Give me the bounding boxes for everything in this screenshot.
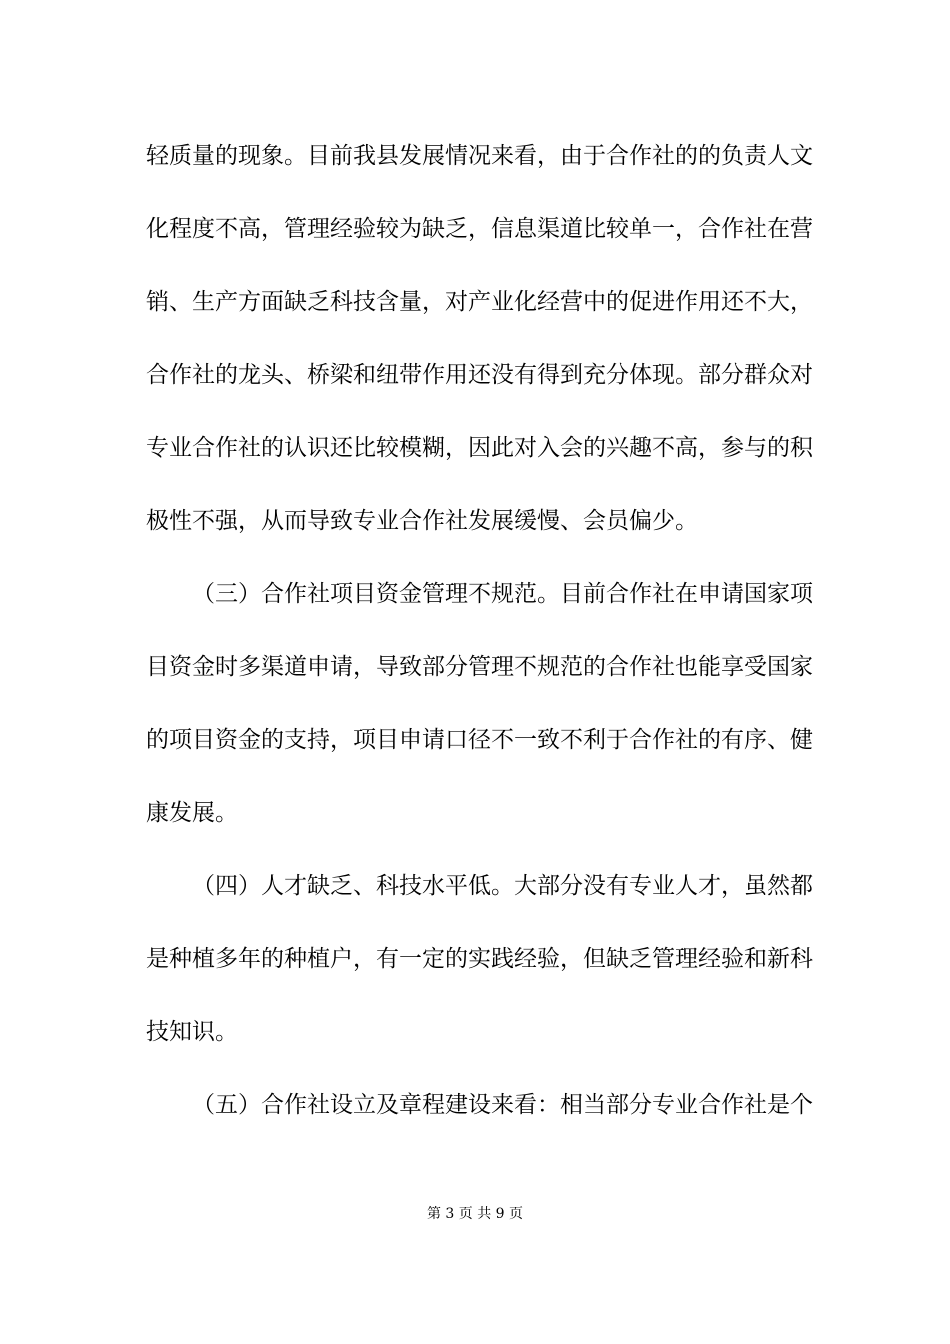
section-five-heading-line: （五）合作社设立及章程建设来看：相当部分专业合作社是个: [192, 1092, 813, 1118]
paragraph-line-13: 技知识。: [146, 1019, 238, 1045]
paragraph-line-4: 合作社的龙头、桥梁和纽带作用还没有得到充分体现。部分群众对: [146, 362, 813, 388]
paragraph-line-2: 化程度不高，管理经验较为缺乏，信息渠道比较单一，合作社在营: [146, 216, 813, 242]
paragraph-line-1: 轻质量的现象。目前我县发展情况来看，由于合作社的的负责人文: [146, 143, 813, 169]
paragraph-line-8: 目资金时多渠道申请，导致部分管理不规范的合作社也能享受国家: [146, 654, 813, 680]
section-three-heading-line: （三）合作社项目资金管理不规范。目前合作社在申请国家项: [192, 581, 813, 607]
paragraph-line-5: 专业合作社的认识还比较模糊，因此对入会的兴趣不高，参与的积: [146, 435, 813, 461]
paragraph-line-3: 销、生产方面缺乏科技含量，对产业化经营中的促进作用还不大，: [146, 289, 813, 315]
paragraph-line-10: 康发展。: [146, 800, 238, 826]
paragraph-line-6: 极性不强，从而导致专业合作社发展缓慢、会员偏少。: [146, 508, 698, 534]
paragraph-line-12: 是种植多年的种植户，有一定的实践经验，但缺乏管理经验和新科: [146, 946, 813, 972]
section-four-heading-line: （四）人才缺乏、科技水平低。大部分没有专业人才，虽然都: [192, 873, 813, 899]
page-number-footer: 第 3 页 共 9 页: [426, 1206, 524, 1222]
paragraph-line-9: 的项目资金的支持，项目申请口径不一致不利于合作社的有序、健: [146, 727, 813, 753]
